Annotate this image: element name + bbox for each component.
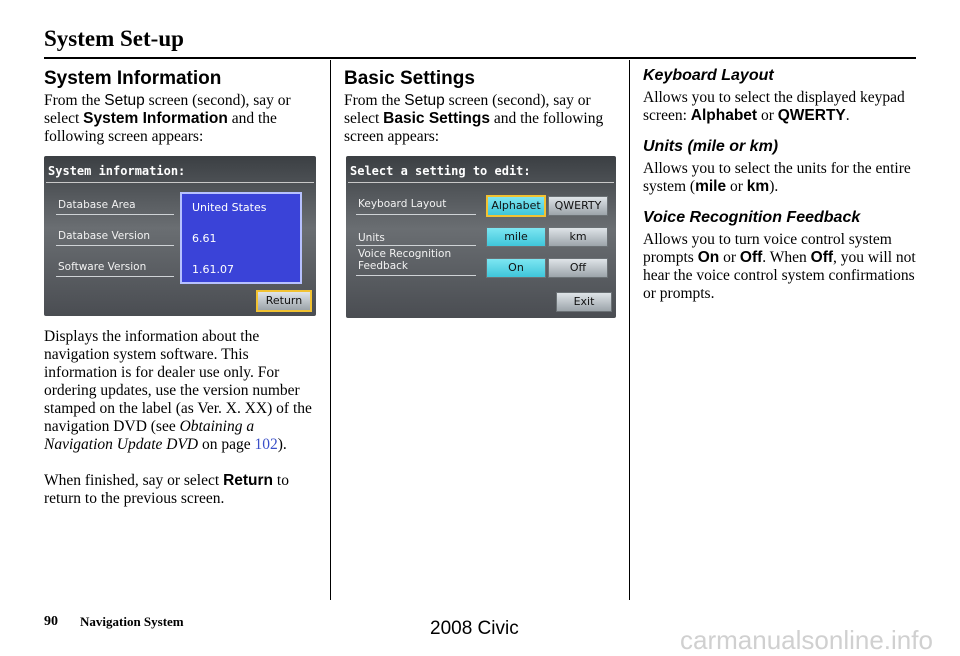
mile-term: mile [695,178,727,195]
label-database-version: Database Version [58,230,151,242]
system-info-intro [44,92,322,146]
qwerty-button[interactable]: QWERTY [548,196,608,216]
heading-voice-recognition-feedback: Voice Recognition Feedback [643,209,861,226]
return-button[interactable]: Return [256,290,312,312]
heading-keyboard-layout: Keyboard Layout [643,67,774,84]
text: or [757,107,778,124]
units-description [643,160,921,196]
underline [356,275,476,276]
text: screen (second), say or select [344,92,591,127]
title-rule [44,57,916,59]
off-term: Off [739,249,763,266]
label-feedback: Feedback [358,260,409,272]
system-information-screenshot [44,156,316,316]
exit-button[interactable]: Exit [556,292,612,312]
basic-settings-intro [344,92,622,146]
screen-title: System information: [48,164,186,178]
watermark-model: 2008 Civic [430,618,519,639]
text: and the following screen appears: [44,110,277,145]
setup-term: Setup [404,92,445,109]
screen-title-rule [46,182,314,183]
value-software-version: 1.61.07 [192,263,234,276]
alphabet-term: Alphabet [690,107,758,124]
label-database-area: Database Area [58,199,136,211]
system-information-term: System Information [83,110,228,127]
column-divider-1 [330,60,331,600]
system-info-description [44,328,322,454]
system-info-finish [44,472,322,508]
footer-label: Navigation System [80,614,184,629]
text: Displays the information about the navigation system software. This information is for dealer use only. For ordering updates, use the version number stamped on the label (as Ver. X. XX) of the navigation DVD (see [44,328,312,435]
text: Allows you to select the units for the entire system ( [643,160,911,195]
text: Allows you to turn voice control system prompts [643,231,892,266]
return-term: Return [223,472,274,489]
column-divider-2 [629,60,630,600]
text: When finished, say or select [44,472,224,489]
value-database-area: United States [192,201,267,214]
underline [356,245,476,246]
heading-units: Units (mile or km) [643,138,779,155]
text: ). [769,178,779,195]
text: From the [344,92,405,109]
setup-term: Setup [104,92,145,109]
underline [56,214,174,215]
screen-title-rule [348,182,614,183]
column-basic-settings [344,66,622,330]
basic-settings-term: Basic Settings [383,110,490,127]
text: to return to the previous screen. [44,472,289,507]
km-button[interactable]: km [548,227,608,247]
text: . When [762,249,811,266]
label-keyboard-layout: Keyboard Layout [358,198,447,210]
dvd-reference: Obtaining a Navigation Update DVD [44,418,255,453]
km-term: km [746,178,770,195]
section-heading-system-information: System Information [44,68,222,89]
value-database-version: 6.61 [192,232,217,245]
text: From the [44,92,105,109]
text: . [845,107,850,124]
footer-page-number: 90 [44,614,58,629]
page-link[interactable]: 102 [254,436,278,453]
off-button[interactable]: Off [548,258,608,278]
section-heading-basic-settings: Basic Settings [344,68,475,89]
basic-settings-screenshot [346,156,616,318]
text: on page [198,436,255,453]
on-term: On [697,249,720,266]
text: screen (second), say or select [44,92,291,127]
label-software-version: Software Version [58,261,147,273]
underline [56,245,174,246]
text: ). [277,436,287,453]
page-title: System Set-up [44,26,184,51]
text: , you will not hear the voice control system confirmations or prompts. [643,249,916,302]
underline [356,214,476,215]
text: Allows you to select the displayed keypad screen: [643,89,905,124]
screen-title: Select a setting to edit: [350,164,531,178]
label-voice-recognition: Voice Recognition [358,248,452,260]
text: or [726,178,747,195]
text: and the following screen appears: [344,110,604,145]
underline [56,276,174,277]
column-system-information [44,66,322,508]
alphabet-button[interactable]: Alphabet [486,195,546,217]
mile-button[interactable]: mile [486,227,546,247]
on-button[interactable]: On [486,258,546,278]
voice-feedback-description [643,231,921,303]
column-setting-descriptions [643,66,921,303]
qwerty-term: QWERTY [777,107,846,124]
text: or [719,249,740,266]
off-term: Off [810,249,834,266]
label-units: Units [358,232,385,244]
keyboard-layout-description [643,89,921,125]
watermark-site: carmanualsonline.info [680,625,933,655]
